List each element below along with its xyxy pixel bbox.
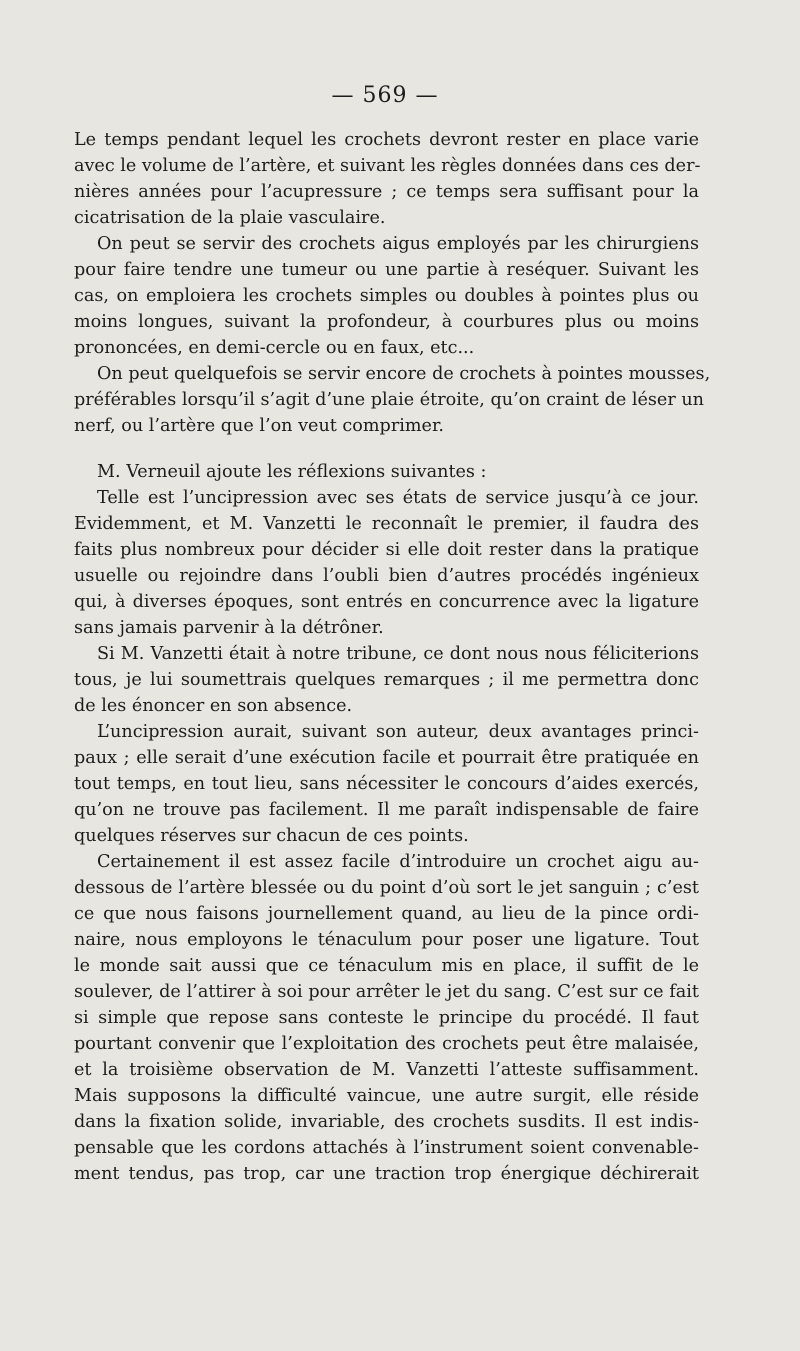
text-line: tout temps, en tout lieu, sans nécessiter le concours d’aides exercés, (74, 774, 699, 794)
text-line: nières années pour l’acupressure ; ce temps sera suffisant pour la (74, 182, 699, 202)
text-line: qui, à diverses époques, sont entrés en concurrence avec la ligature (74, 592, 699, 612)
text-line: le monde sait aussi que ce ténaculum mis en place, il suffit de le (74, 956, 699, 976)
text-line: soulever, de l’attirer à soi pour arrêter le jet du sang. C’est sur ce fait (74, 982, 699, 1002)
text-line: ce que nous faisons journellement quand, au lieu de la pince ordi- (74, 904, 699, 924)
text-line: ment tendus, pas trop, car une traction trop énergique déchirerait (74, 1164, 699, 1184)
text-line: paux ; elle serait d’une exécution facile et pourrait être pratiquée en (74, 748, 699, 768)
text-line: qu’on ne trouve pas facilement. Il me paraît indispensable de faire (74, 800, 699, 820)
text-line: nerf, ou l’artère que l’on veut comprimer. (74, 416, 445, 436)
text-line: cicatrisation de la plaie vasculaire. (74, 208, 386, 228)
page-number: — 569 — (331, 83, 439, 108)
text-line: On peut quelquefois se servir encore de crochets à pointes mousses, (97, 364, 711, 384)
text-line: On peut se servir des crochets aigus employés par les chirurgiens (97, 234, 699, 254)
text-line: Telle est l’uncipression avec ses états de service jusqu’à ce jour. (97, 488, 699, 508)
text-line: avec le volume de l’artère, et suivant les règles données dans ces der- (74, 156, 701, 176)
text-line: faits plus nombreux pour décider si elle doit rester dans la pratique (74, 540, 699, 560)
text-line: quelques réserves sur chacun de ces points. (74, 826, 469, 846)
text-line: prononcées, en demi-cercle ou en faux, etc... (74, 338, 475, 358)
text-line: Le temps pendant lequel les crochets devront rester en place varie (74, 130, 699, 150)
text-line: pensable que les cordons attachés à l’instrument soient convenable- (74, 1138, 699, 1158)
text-line: sans jamais parvenir à la détrôner. (74, 618, 384, 638)
text-line: pour faire tendre une tumeur ou une partie à reséquer. Suivant les (74, 260, 699, 280)
text-line: et la troisième observation de M. Vanzetti l’atteste suffisamment. (74, 1060, 699, 1080)
text-line: dans la fixation solide, invariable, des crochets susdits. Il est indis- (74, 1112, 699, 1132)
text-line: tous, je lui soumettrais quelques remarques ; il me permettra donc (74, 670, 699, 690)
text-line: usuelle ou rejoindre dans l’oubli bien d’autres procédés ingénieux (74, 566, 699, 586)
text-line: Si M. Vanzetti était à notre tribune, ce dont nous nous féliciterions (97, 644, 699, 664)
text-line: Mais supposons la difficulté vaincue, une autre surgit, elle réside (74, 1086, 699, 1106)
text-line: M. Verneuil ajoute les réflexions suivantes : (97, 462, 487, 482)
text-line: pourtant convenir que l’exploitation des crochets peut être malaisée, (74, 1034, 699, 1054)
text-line: L’uncipression aurait, suivant son auteur, deux avantages princi- (97, 722, 699, 742)
text-line: Certainement il est assez facile d’introduire un crochet aigu au- (97, 852, 699, 872)
text-line: dessous de l’artère blessée ou du point d’où sort le jet sanguin ; c’est (74, 878, 699, 898)
text-line: Evidemment, et M. Vanzetti le reconnaît le premier, il faudra des (74, 514, 699, 534)
text-line: de les énoncer en son absence. (74, 696, 353, 716)
text-line: préférables lorsqu’il s’agit d’une plaie étroite, qu’on craint de léser un (74, 390, 704, 410)
text-line: cas, on emploiera les crochets simples ou doubles à pointes plus ou (74, 286, 699, 306)
text-line: naire, nous employons le ténaculum pour poser une ligature. Tout (74, 930, 699, 950)
text-line: moins longues, suivant la profondeur, à courbures plus ou moins (74, 312, 699, 332)
text-line: si simple que repose sans conteste le principe du procédé. Il faut (74, 1008, 699, 1028)
